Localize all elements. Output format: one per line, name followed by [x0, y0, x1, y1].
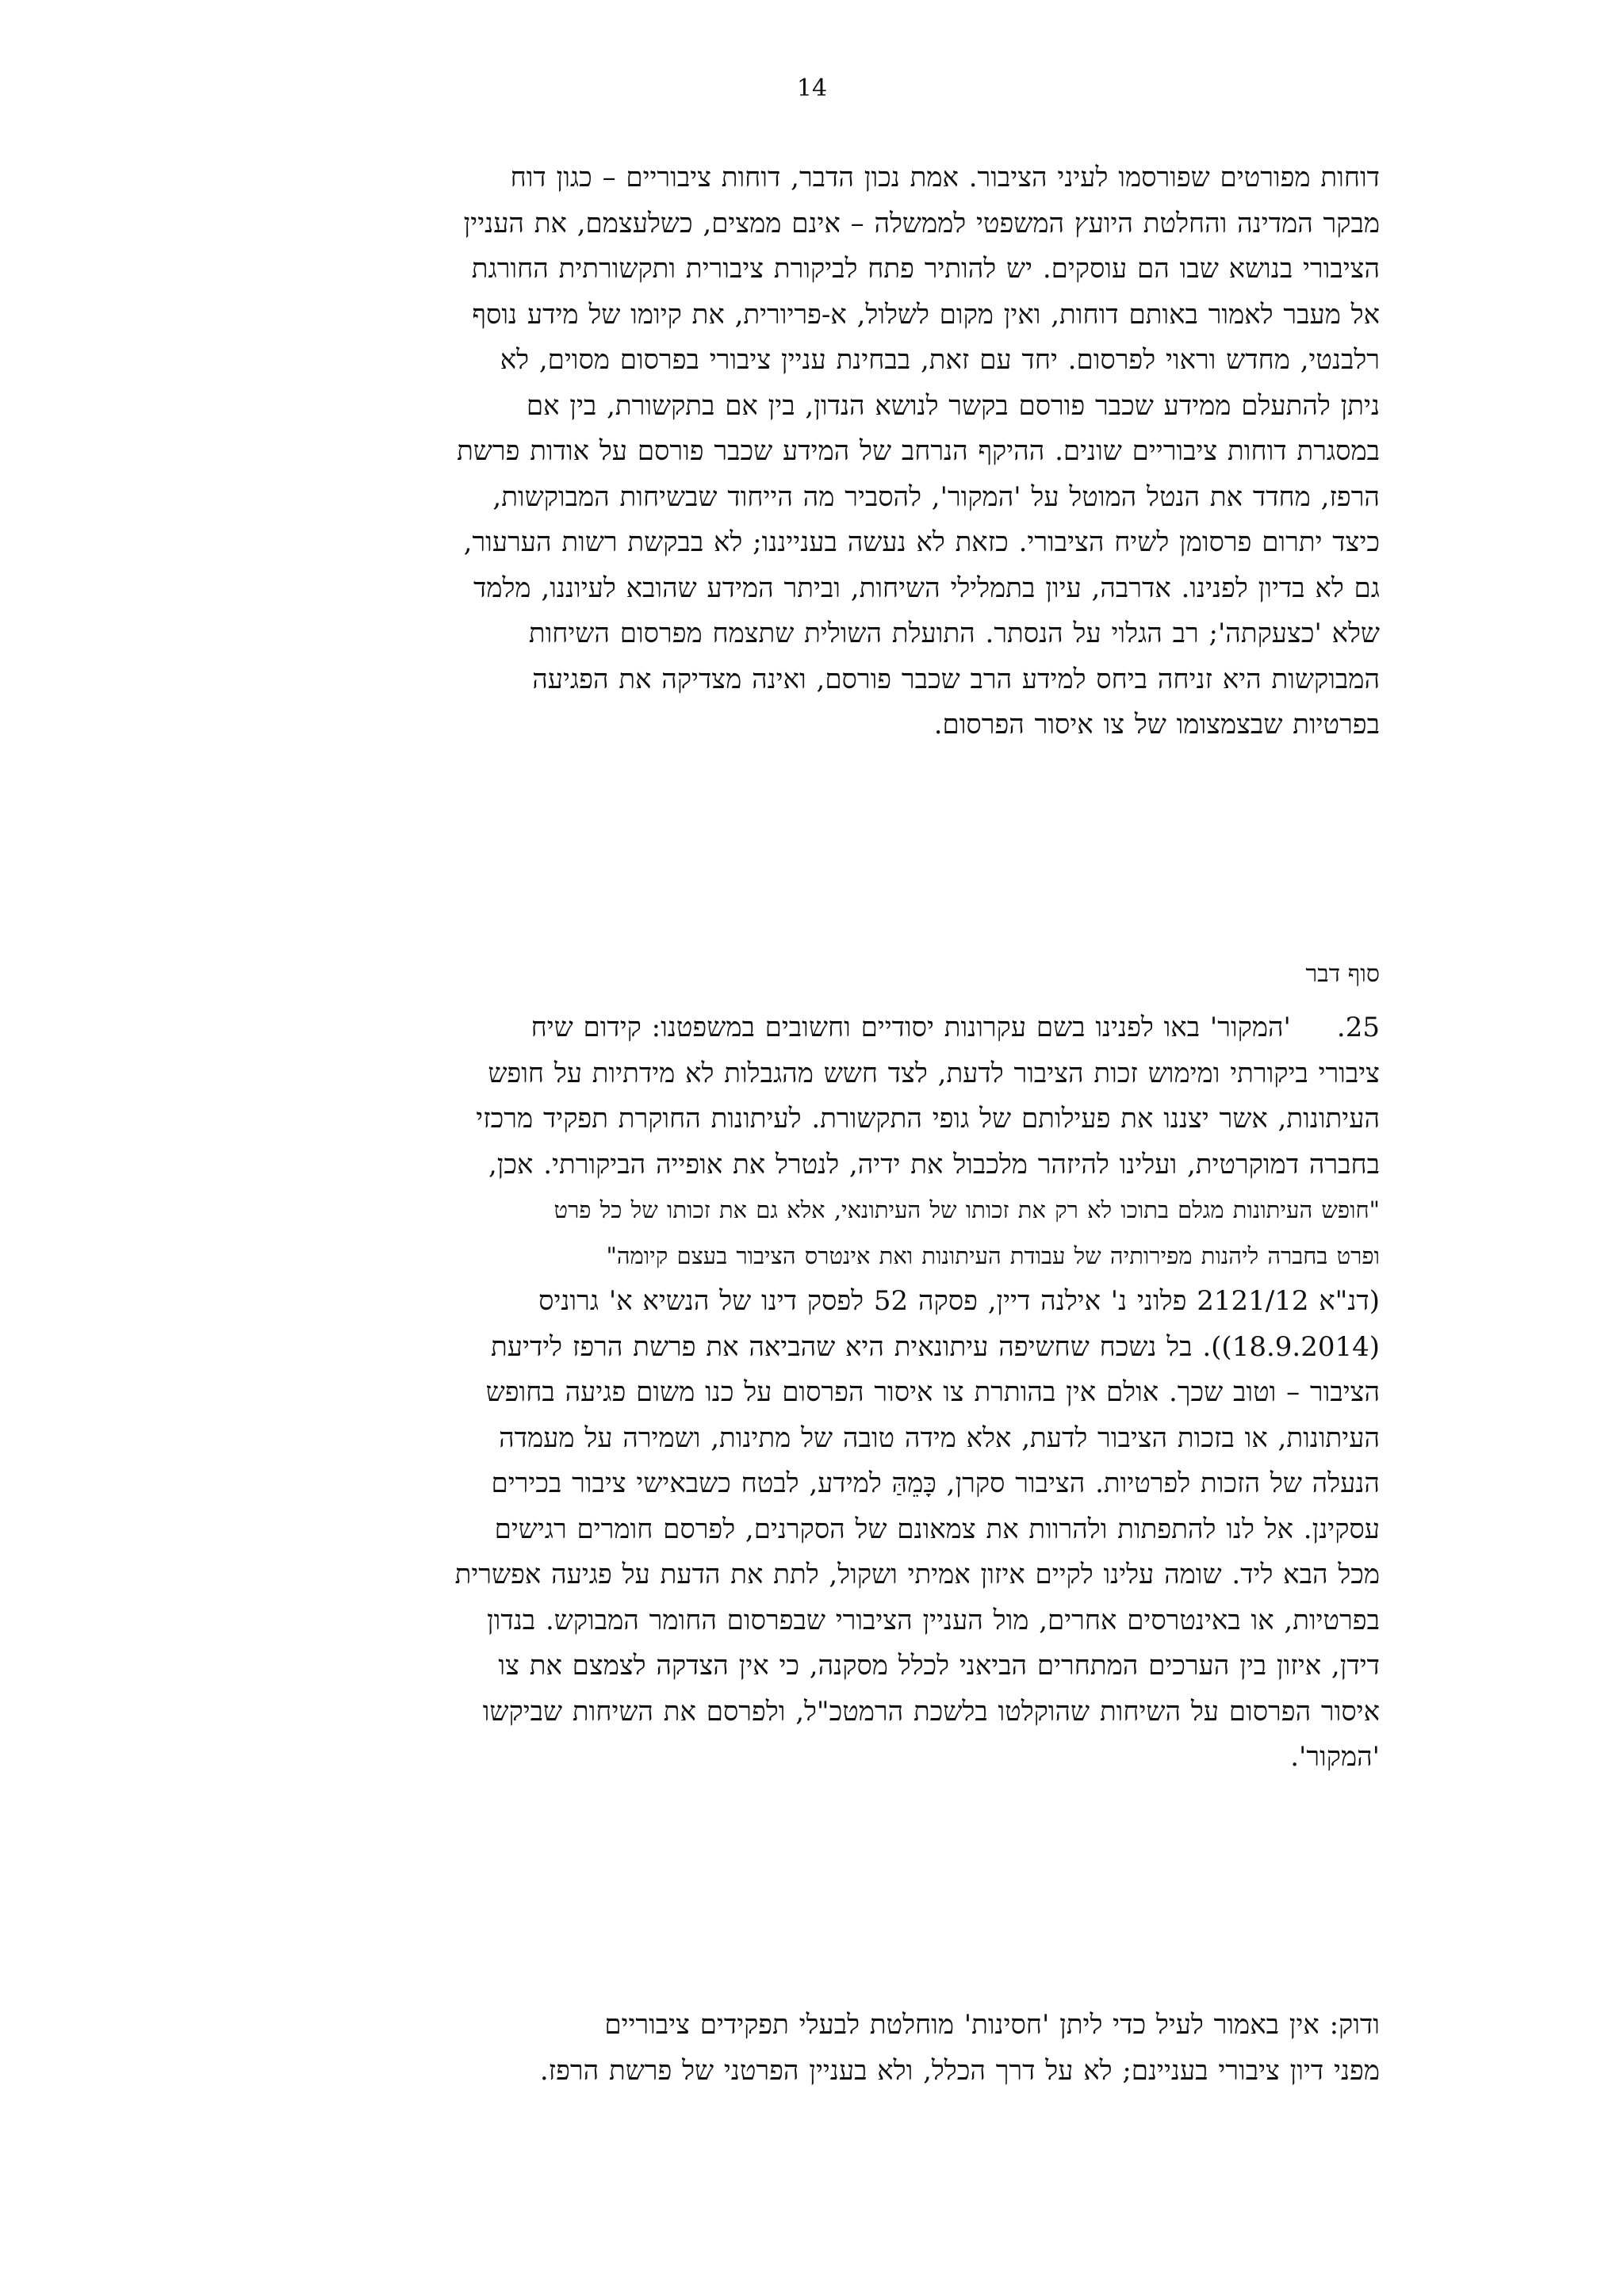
paragraph-2-line: העיתונות, או בזכות הציבור לדעת, אלא מידה טובה של מתינות, ושמירה על מעמדה	[499, 1422, 1380, 1454]
paragraph-2-line: בחברה דמוקרטית, ועלינו להיזהר מלכבול את ידיה, לנטרל את אופייה הביקורתי. אכן,	[488, 1148, 1380, 1181]
paragraph-1-line: אל מעבר לאמור באותם דוחות, ואין מקום לשלול, א-פריורית, את קיומו של מידע נוסף	[472, 298, 1380, 331]
paragraph-1-line: הציבורי בנושא שבו הם עוסקים. יש להותיר פתח לביקורת ציבורית ותקשורתית החורגת	[471, 253, 1380, 285]
paragraph-2-line: הציבור – וטוב שכך. אולם אין בהותרת צו איסור הפרסום על כנו משום פגיעה בחופש	[485, 1376, 1380, 1408]
paragraph-2-line: מכל הבא ליד. שומה עלינו לקיים איזון אמיתי ושקול, לתת את הדעת על פגיעה אפשרית	[454, 1559, 1380, 1590]
paragraph-2-quote-line: ופרט בחברה ליהנות מפירותיה של עבודת העיתונות ואת אינטרס הציבור בעצם קיומה"	[606, 1242, 1380, 1269]
paragraph-3	[243, 2003, 1380, 2094]
paragraph-1-line: הרפז, מחדד את הנטל המוטל על 'המקור', להסביר מה הייחוד שבשיחות המבוקשות,	[492, 480, 1380, 513]
paragraph-2-line: עסקינן. אל לנו להתפתות ולהרוות את צמאונם של הסקרנים, לפרסם חומרים רגישים	[494, 1513, 1380, 1545]
paragraph-1-line: כיצד יתרום פרסומן לשיח הציבורי. כזאת לא נעשה בענייננו; לא בבקשת רשות הערעור,	[463, 526, 1380, 558]
paragraph-2-line: דידן, איזון בין הערכים המתחרים הביאני לכלל מסקנה, כי אין הצדקה לצמצם את צו	[498, 1650, 1380, 1682]
paragraph-2	[243, 1005, 1380, 1781]
page-number: 14	[796, 75, 828, 102]
paragraph-1-line: מבקר המדינה והחלטת היועץ המשפטי לממשלה – אינם ממצים, כשלעצמם, את העניין	[463, 207, 1380, 239]
paragraph-2-citation-line: (דנ"א 2121/12 פלוני נ' אילנה דיין, פסקה 52 לפסק דינו של הנשיא א' גרוניס	[538, 1285, 1380, 1317]
paragraph-number: 25.	[1336, 1012, 1380, 1043]
paragraph-2-line-text: 'המקור' באו לפנינו בשם עקרונות יסודיים וחשובים במשפטנו: קידום שיח	[530, 1012, 1291, 1043]
paragraph-1-line: ניתן להתעלם ממידע שכבר פורסם בקשר לנושא הנדון, בין אם בתקשורת, בין אם	[526, 389, 1380, 422]
paragraph-2-line: (18.9.2014)). בל נשכח שחשיפה עיתונאית היא שהביאה את פרשת הרפז לידיעת	[491, 1330, 1380, 1363]
paragraph-1-line: המבוקשות היא זניחה ביחס למידע הרב שכבר פורסם, ואינה מצדיקה את הפגיעה	[532, 663, 1380, 695]
paragraph-1	[243, 155, 1380, 748]
paragraph-2-quote-line: "חופש העיתונות מגלם בתוכו לא רק את זכותו של העיתונאי, אלא גם את זכותו של כל פרט	[553, 1196, 1380, 1223]
paragraph-3-line: ודוק: אין באמור לעיל כדי ליתן 'חסינות' מוחלטת לבעלי תפקידים ציבוריים	[604, 2009, 1380, 2041]
section-heading: סוף דבר	[1305, 960, 1380, 988]
paragraph-2-line: 'המקור'.	[1290, 1741, 1380, 1773]
paragraph-2-line: איסור הפרסום על השיחות שהוקלטו בלשכת הרמטכ"ל, ולפרסם את השיחות שביקשו	[482, 1695, 1380, 1728]
paragraph-1-line: גם לא בדיון לפנינו. אדרבה, עיון בתמלילי השיחות, וביתר המידע שהובא לעיוננו, מלמד	[473, 572, 1380, 604]
paragraph-2-first-line	[243, 1005, 1380, 1051]
paragraph-3-line: מפני דיון ציבורי בעניינם; לא על דרך הכלל, ולא בעניין הפרטני של פרשת הרפז.	[539, 2054, 1380, 2087]
paragraph-2-line: בפרטיות, או באינטרסים אחרים, מול העניין הציבורי שבפרסום החומר המבוקש. בנדון	[487, 1604, 1380, 1636]
paragraph-2-line: ציבורי ביקורתי ומימוש זכות הציבור לדעת, לצד חשש מהגבלות לא מידתיות על חופש	[488, 1057, 1380, 1089]
paragraph-2-line: הנעלה של הזכות לפרטיות. הציבור סקרן, כָּמֵהַּ למידע, לבטח כשבאישי ציבור בכירים	[491, 1468, 1380, 1499]
paragraph-1-line: רלבנטי, מחדש וראוי לפרסום. יחד עם זאת, בבחינת עניין ציבורי בפרסום מסוים, לא	[500, 344, 1380, 376]
paragraph-1-line: במסגרת דוחות ציבוריים שונים. ההיקף הנרחב של המידע שכבר פורסם על אודות פרשת	[457, 435, 1380, 467]
paragraph-1-line: בפרטיות שבצמצומו של צו איסור הפרסום.	[933, 709, 1380, 740]
paragraph-2-line: העיתונות, אשר יצננו את פעילותם של גופי התקשורת. לעיתונות החוקרת תפקיד מרכזי	[476, 1103, 1380, 1135]
paragraph-1-line: שלא 'כצעקתה'; רב הגלוי על הנסתר. התועלת השולית שתצמח מפרסום השיחות	[528, 618, 1380, 649]
paragraph-1-line: דוחות מפורטים שפורסמו לעיני הציבור. אמת נכון הדבר, דוחות ציבוריים – כגון דוח	[510, 162, 1380, 193]
